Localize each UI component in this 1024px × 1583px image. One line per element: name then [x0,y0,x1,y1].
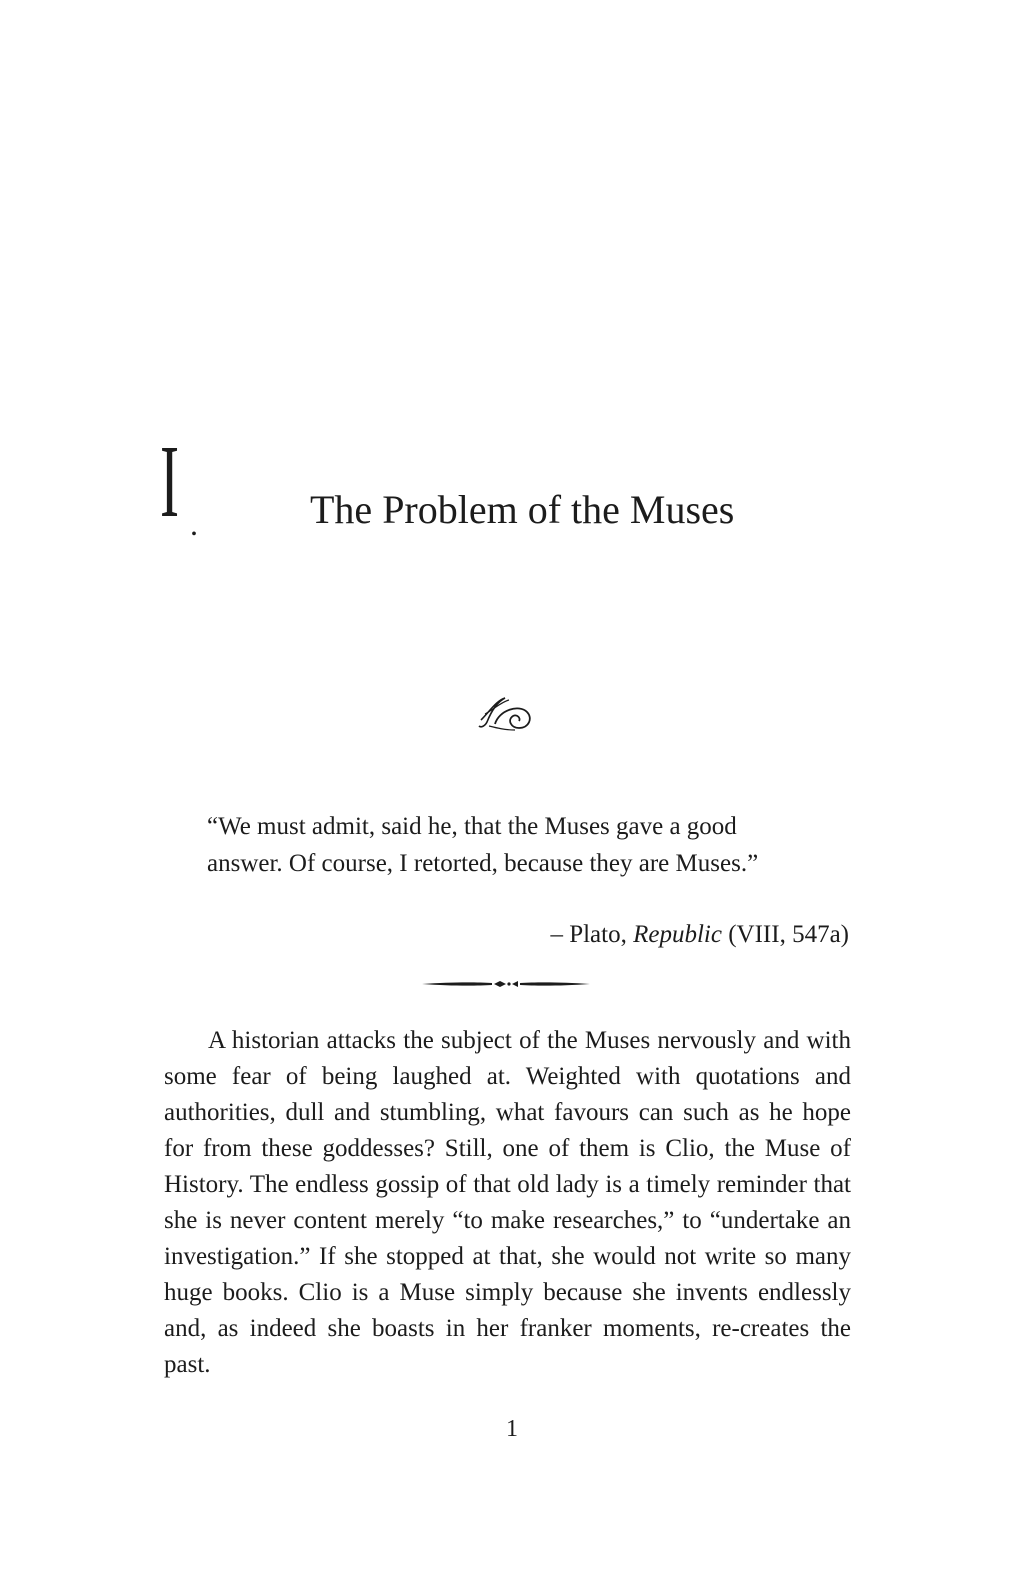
attribution-reference: (VIII, 547a) [721,921,849,948]
epigraph-attribution [550,916,849,953]
chapter-number: I [160,424,178,539]
ornamental-rule-icon [420,976,592,992]
attribution-work: Republic [633,921,722,948]
chapter-title: The Problem of the Muses [310,487,735,532]
chapter-number-dot: . [190,506,198,542]
attribution-author: – Plato, [550,921,634,948]
epigraph-quote: “We must admit, said he, that the Muses gave a good answer. Of course, I retorted, because they are Muses.” [207,813,759,877]
page-number: 1 [506,1416,518,1442]
fleuron-swirl-icon [475,690,537,734]
body-paragraph: A historian attacks the subject of the Muses nervously and with some fear of being laughed at. Weighted with quotations and authorities, dull and stumbling, what favours can such as he hope for from these goddesses? Still, one of them is Clio, the Muse of History. The endless gossip of that old lady is a timely reminder that she is never content merely “to make researches,” to “undertake an investigation.” If she stopped at that, she would not write so many huge books. Clio is a Muse simply because she invents endlessly and, as indeed she boasts in her franker moments, re-creates the past. [164,1027,851,1378]
